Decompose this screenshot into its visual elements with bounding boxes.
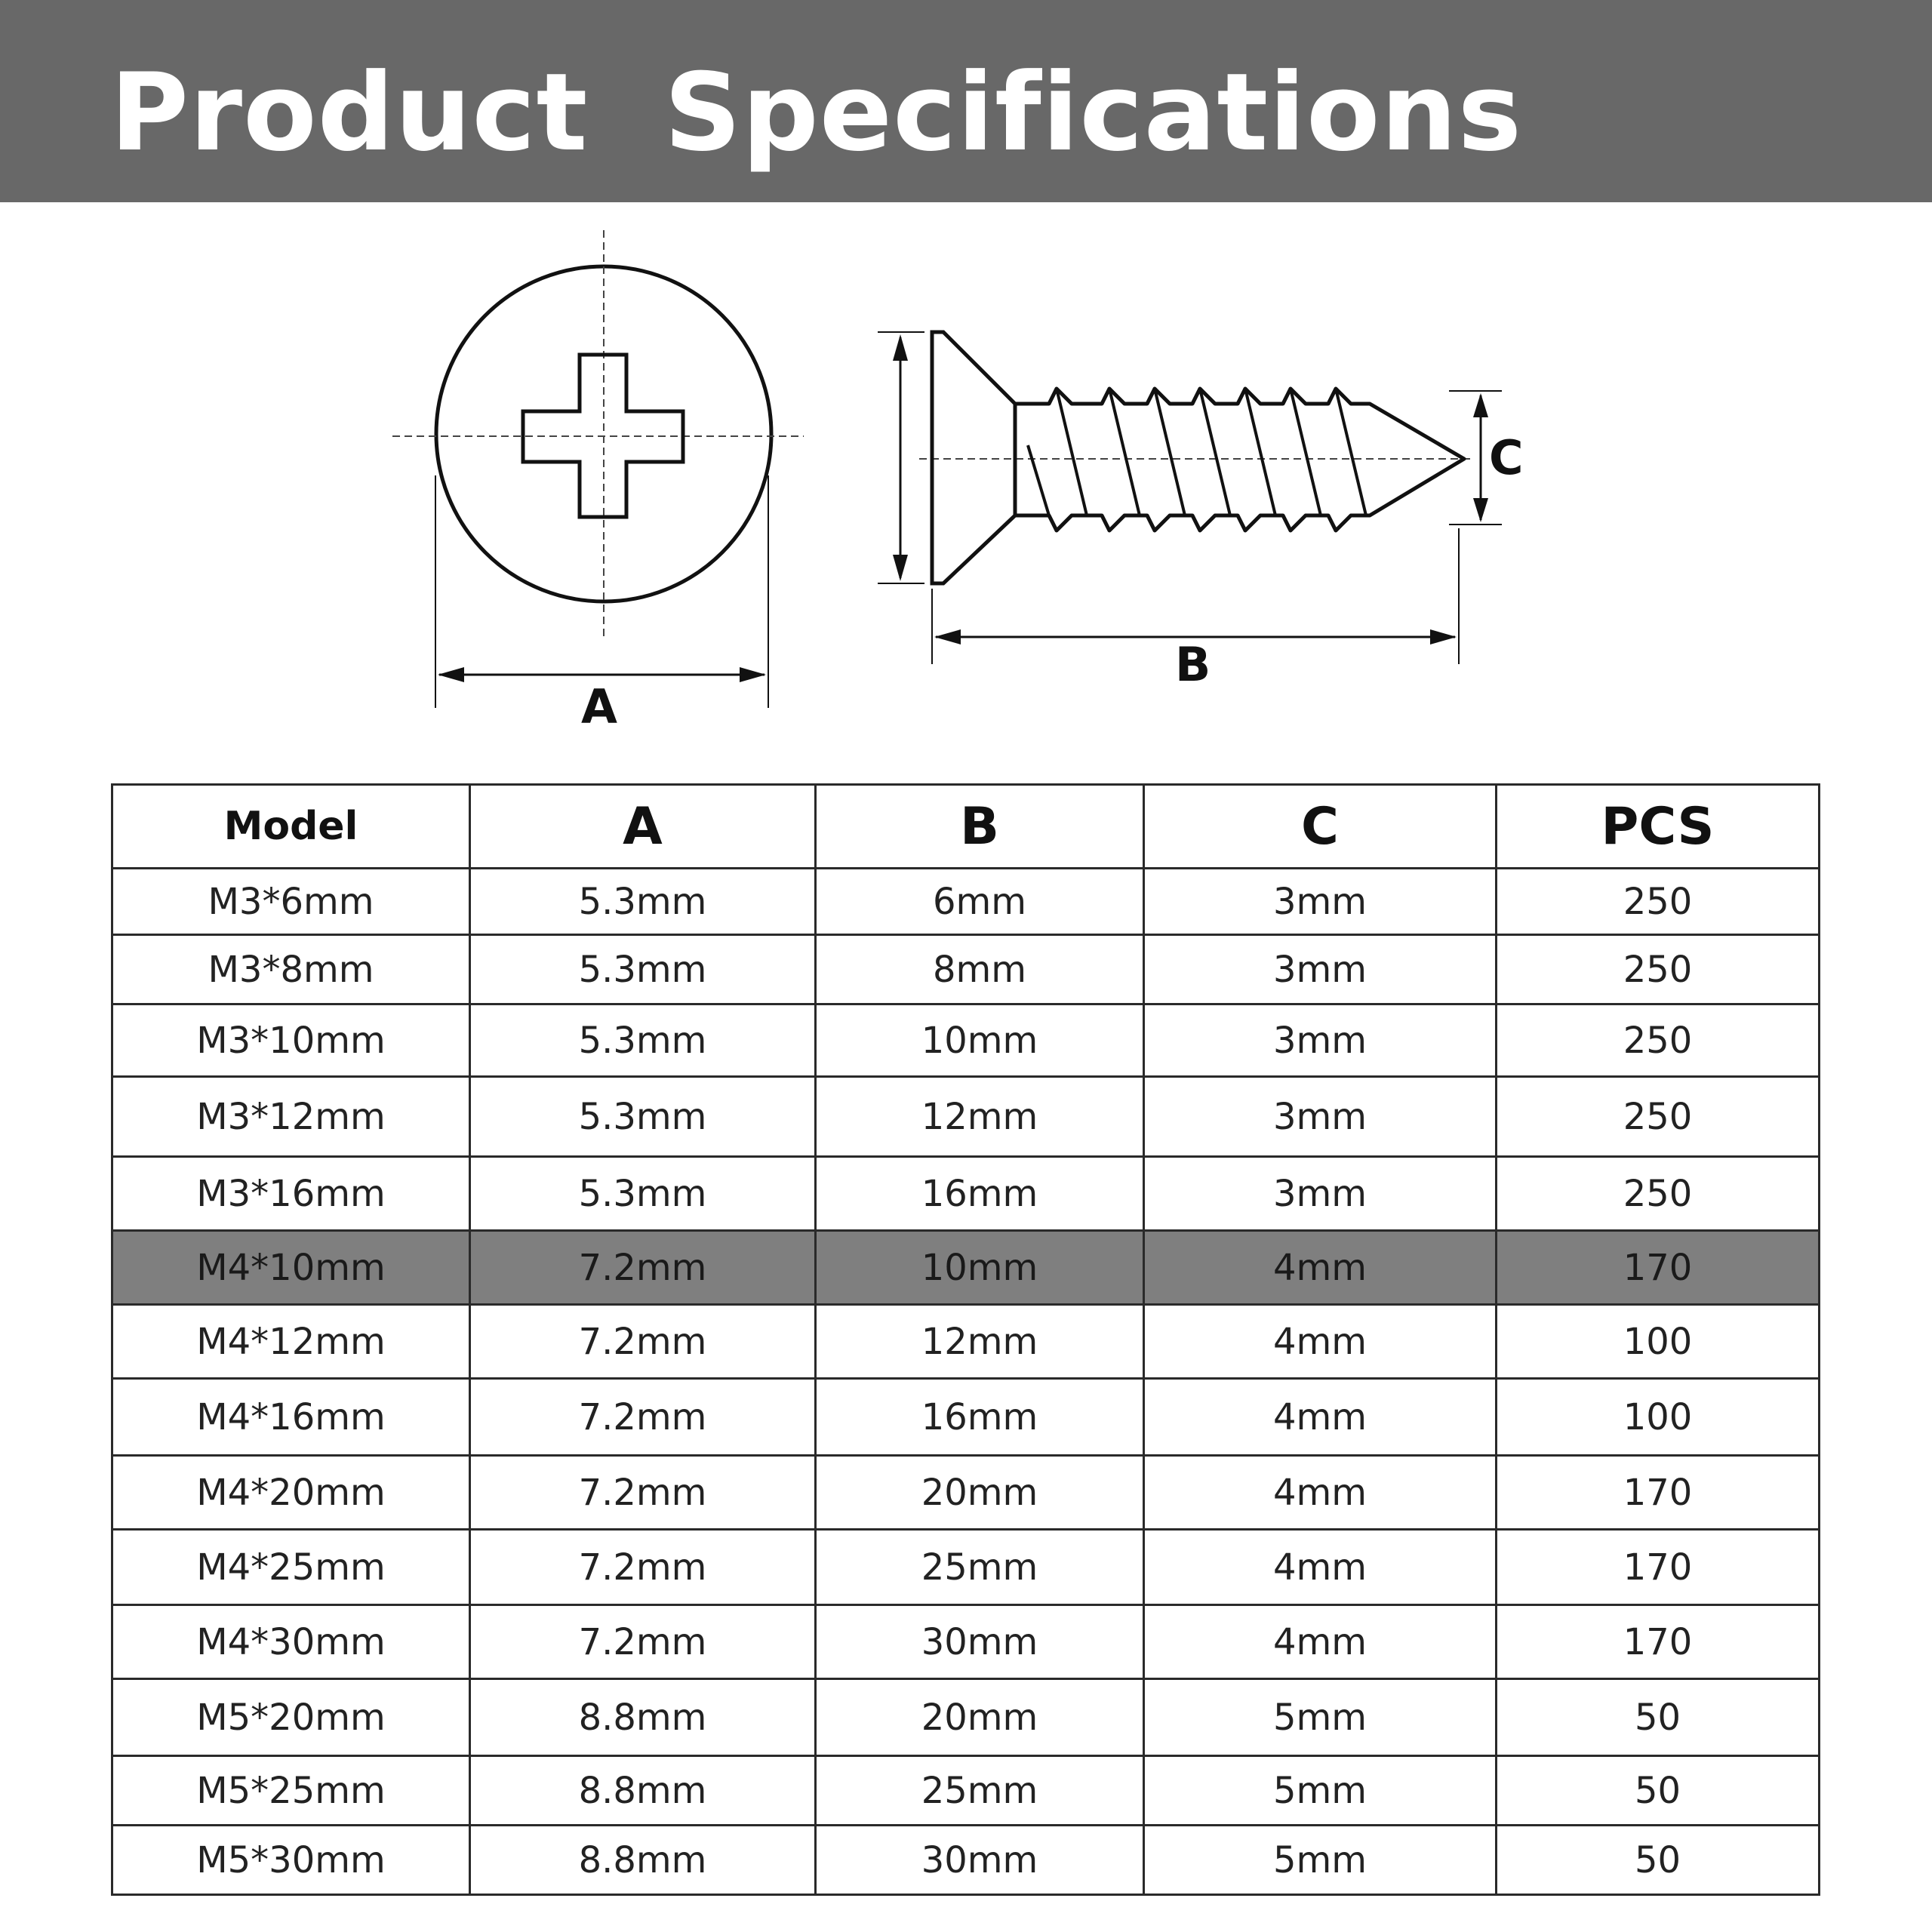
table-row [112, 1231, 1820, 1305]
cell-a: 7.2mm [470, 1530, 816, 1605]
cell-model: M4*25mm [112, 1530, 470, 1605]
cell-pcs: 250 [1497, 1004, 1820, 1077]
cell-model: M3*6mm [112, 869, 470, 935]
table-row [112, 1605, 1820, 1679]
table-header-row [112, 785, 1820, 869]
dimension-a [435, 475, 768, 708]
cell-a: 5.3mm [470, 869, 816, 935]
header-a: A [470, 785, 816, 869]
cell-model: M5*30mm [112, 1826, 470, 1895]
cell-b: 25mm [816, 1756, 1144, 1826]
cell-model: M3*16mm [112, 1157, 470, 1231]
page-title: Product Specifications [110, 51, 1523, 175]
cell-b: 16mm [816, 1157, 1144, 1231]
cell-a: 8.8mm [470, 1756, 816, 1826]
cell-pcs: 100 [1497, 1379, 1820, 1456]
cell-c: 3mm [1144, 1004, 1497, 1077]
cell-model: M4*20mm [112, 1456, 470, 1530]
cell-b: 12mm [816, 1077, 1144, 1157]
cell-a: 5.3mm [470, 1004, 816, 1077]
table-row [112, 1756, 1820, 1826]
cell-pcs: 250 [1497, 1157, 1820, 1231]
table-row [112, 1004, 1820, 1077]
cell-c: 4mm [1144, 1456, 1497, 1530]
header-banner [0, 0, 1932, 202]
cell-c: 3mm [1144, 1077, 1497, 1157]
dimension-head-height [878, 332, 924, 583]
screw-diagram [0, 202, 1932, 776]
cell-pcs: 50 [1497, 1756, 1820, 1826]
table-row [112, 869, 1820, 935]
cell-b: 20mm [816, 1679, 1144, 1756]
cell-b: 10mm [816, 1231, 1144, 1305]
cell-model: M4*30mm [112, 1605, 470, 1679]
cell-b: 10mm [816, 1004, 1144, 1077]
cell-model: M4*12mm [112, 1305, 470, 1379]
header-c: C [1144, 785, 1497, 869]
cell-model: M5*25mm [112, 1756, 470, 1826]
cell-b: 12mm [816, 1305, 1144, 1379]
cell-c: 3mm [1144, 1157, 1497, 1231]
table-row [112, 1305, 1820, 1379]
cell-c: 4mm [1144, 1530, 1497, 1605]
cell-model: M3*10mm [112, 1004, 470, 1077]
cell-a: 7.2mm [470, 1305, 816, 1379]
label-b: B [1175, 637, 1211, 692]
cell-pcs: 170 [1497, 1530, 1820, 1605]
table-row [112, 1379, 1820, 1456]
cell-c: 5mm [1144, 1826, 1497, 1895]
cell-pcs: 250 [1497, 935, 1820, 1004]
cell-c: 4mm [1144, 1305, 1497, 1379]
cell-pcs: 50 [1497, 1679, 1820, 1756]
cell-a: 5.3mm [470, 1157, 816, 1231]
cell-a: 5.3mm [470, 935, 816, 1004]
table-row [112, 1530, 1820, 1605]
cell-b: 16mm [816, 1379, 1144, 1456]
cell-a: 8.8mm [470, 1679, 816, 1756]
screw-head-top-view [392, 230, 804, 640]
cell-model: M4*10mm [112, 1231, 470, 1305]
cell-c: 3mm [1144, 869, 1497, 935]
cell-b: 25mm [816, 1530, 1144, 1605]
cell-model: M3*12mm [112, 1077, 470, 1157]
cell-b: 20mm [816, 1456, 1144, 1530]
label-a: A [581, 679, 617, 734]
cell-a: 7.2mm [470, 1605, 816, 1679]
label-c: C [1489, 430, 1524, 485]
cell-b: 30mm [816, 1826, 1144, 1895]
table-row [112, 1456, 1820, 1530]
cell-a: 7.2mm [470, 1456, 816, 1530]
cell-model: M5*20mm [112, 1679, 470, 1756]
cell-b: 8mm [816, 935, 1144, 1004]
cell-c: 4mm [1144, 1379, 1497, 1456]
table-row [112, 1157, 1820, 1231]
table-row [112, 1077, 1820, 1157]
cell-c: 4mm [1144, 1231, 1497, 1305]
cell-model: M4*16mm [112, 1379, 470, 1456]
cell-pcs: 50 [1497, 1826, 1820, 1895]
header-pcs: PCS [1497, 785, 1820, 869]
cell-pcs: 250 [1497, 869, 1820, 935]
header-b: B [816, 785, 1144, 869]
cell-a: 7.2mm [470, 1379, 816, 1456]
cell-b: 6mm [816, 869, 1144, 935]
cell-b: 30mm [816, 1605, 1144, 1679]
header-model: Model [112, 785, 470, 869]
cell-a: 8.8mm [470, 1826, 816, 1895]
cell-pcs: 100 [1497, 1305, 1820, 1379]
table-row [112, 1826, 1820, 1895]
cell-pcs: 170 [1497, 1605, 1820, 1679]
cell-a: 5.3mm [470, 1077, 816, 1157]
cell-c: 3mm [1144, 935, 1497, 1004]
cell-pcs: 250 [1497, 1077, 1820, 1157]
table-row [112, 1679, 1820, 1756]
cell-c: 5mm [1144, 1756, 1497, 1826]
spec-table [111, 783, 1820, 1896]
screw-side-view [919, 332, 1472, 583]
cell-model: M3*8mm [112, 935, 470, 1004]
cell-c: 4mm [1144, 1605, 1497, 1679]
cell-pcs: 170 [1497, 1231, 1820, 1305]
cell-c: 5mm [1144, 1679, 1497, 1756]
cell-a: 7.2mm [470, 1231, 816, 1305]
cell-pcs: 170 [1497, 1456, 1820, 1530]
table-row [112, 935, 1820, 1004]
